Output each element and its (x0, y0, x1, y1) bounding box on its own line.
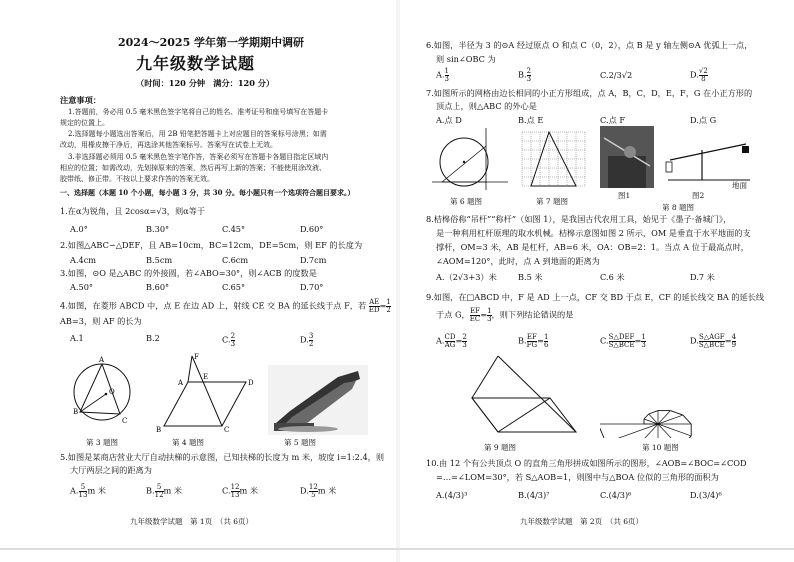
equals-sign: = (379, 300, 387, 311)
option-letter: D. (300, 334, 309, 345)
q4-option-d (300, 333, 313, 348)
question-4-cont: AB=3，则 AF 的长为 (60, 316, 142, 326)
figure-9-parallelogram (460, 352, 580, 438)
denominator: AG (444, 341, 456, 349)
spiral-edge (649, 411, 658, 414)
numerator: S△AGF (698, 333, 725, 341)
denominator: 3 (462, 341, 467, 349)
note-line: 规定的位置上。 (60, 119, 109, 127)
figure-8-caption: 第 8 题图 (662, 203, 695, 212)
q10-option-b: B.(4/3)⁷ (518, 490, 550, 500)
option-fraction (527, 334, 537, 349)
figure-8-photo (600, 126, 654, 188)
denominator: 3 (641, 341, 646, 349)
label-a: A (178, 379, 184, 387)
label-f: F (194, 353, 199, 361)
right-page (400, 0, 794, 562)
option-fraction (309, 484, 318, 499)
q5-option-b (146, 484, 182, 499)
option-unit: m 米 (239, 485, 259, 496)
ground-label: 地面 (732, 181, 747, 190)
note-line: 2.选择题每小题选出答案后，用 2B 铅笔把答题卡上对应题目的答案标号涂黑；如需 (68, 130, 327, 138)
question-10-cont: =…=∠LOM=30°，若 S△AOB=1，则图中与△BOA 位似的三角形的面积为 (436, 472, 719, 482)
numerator: EF (469, 307, 480, 315)
option-fraction (699, 334, 725, 349)
q2-option-b: B.5cm (146, 255, 173, 265)
option-letter: C. (222, 485, 231, 496)
figure-5-caption: 第 5 题图 (284, 438, 317, 447)
option-value: 2/3√2 (608, 70, 633, 80)
figure-7-caption: 第 7 题图 (536, 197, 569, 206)
spiral-spoke (629, 424, 659, 438)
q7-option-b: B.点 E (518, 115, 544, 125)
numerator: 1 (641, 333, 646, 341)
figure-5-escalator-photo (268, 365, 368, 435)
figure-7-grid (518, 126, 592, 192)
denominator: 12 (154, 491, 164, 499)
note-line: 相应的位置；如需改动，先划掉原来的答案，然后再写上新的答案；不能使用涂改液、 (60, 164, 326, 172)
question-7: 7.如图所示的网格由边长相同的小正方形组成，点 A，B，C，D，E，F，G 在小正方形的 (426, 88, 753, 98)
denominator: 3 (526, 75, 532, 83)
page-footer: 九年级数学试题 第 1页 （共 6页） (130, 517, 254, 526)
figure-4-caption: 第 4 题图 (172, 438, 205, 447)
q8-option-a: A.（2√3+3）米 (436, 272, 497, 282)
q6-option-a (436, 68, 449, 83)
figure-6-circle-axes (430, 126, 510, 192)
figure-6-caption: 第 6 题图 (450, 197, 483, 206)
denominator: 5 (311, 491, 316, 499)
option-letter: B. (518, 69, 527, 80)
q3-option-a: A.50° (70, 282, 94, 292)
option-letter: C. (222, 334, 231, 345)
q4-fraction-value (386, 299, 390, 314)
denominator: 6 (543, 341, 549, 349)
question-8-cont1: 是一种利用杠杆原理的取水机械。桔槔示意图如图 2 所示，OM 是垂直于水平地面的支 (436, 228, 751, 238)
note-line: 1.答题前，务必用 0.5 毫米黑色签字笔将自己的姓名、准考证号和座号填写在答题卡 (68, 108, 329, 116)
numerator: 2 (526, 67, 532, 75)
triangle-abc (531, 132, 576, 186)
denominator: 3 (487, 315, 492, 323)
denominator: 2 (386, 306, 391, 314)
numerator: 5 (155, 484, 164, 492)
q6-option-b (518, 68, 531, 83)
option-fraction (527, 68, 531, 83)
question-5: 5.如图是某商店营业大厅自动扶梯的示意图，已知扶梯的长度为 m 米，坡度 i=1:2.4，则 (60, 452, 385, 462)
option-fraction (445, 334, 456, 349)
figure-4-rhombus (150, 352, 255, 434)
option-letter: C. (600, 335, 609, 346)
note-line: 3.非选择题必须用 0.5 毫米黑色签字笔作答，答案必须写在答题卡各题目指定区域内 (68, 153, 329, 161)
spiral-edge (644, 414, 649, 419)
text: ，则下列结论错误的是 (491, 309, 574, 320)
q2-option-d: D.7cm (300, 255, 327, 265)
q2-option-c: C.6cm (222, 255, 249, 265)
denominator: 2 (308, 340, 314, 348)
figure-3-caption: 第 3 题图 (86, 438, 119, 447)
label-c: C (122, 417, 128, 425)
label-a: A (99, 356, 105, 364)
question-8: 8.桔槔俗称“吊杆”“称杆”（如图 1），是我国古代农用工具，始见于《墨子·备城门》， (426, 214, 732, 224)
question-9: 9.如图，在□ABCD 中，F 是 AD 上一点，CF 交 BD 于点 E，CF 的延长线交 BA 的延长线 (426, 292, 765, 302)
q10-option-d: D.(3/4)⁶ (690, 490, 722, 500)
option-fraction (155, 484, 164, 499)
q8-option-d: D.7 米 (690, 272, 715, 282)
q6-option-c (600, 70, 632, 80)
option-value (732, 334, 736, 349)
option-value (462, 334, 466, 349)
q3-option-d: D.70° (300, 282, 324, 292)
numerator: 4 (731, 333, 737, 341)
denominator: 8 (701, 75, 706, 83)
option-fraction (309, 333, 313, 348)
figure-8-diagram (662, 126, 754, 188)
option-fraction (609, 334, 635, 349)
figure-10-spiral (600, 352, 730, 438)
q1-option-d: D.60° (300, 224, 324, 234)
q3-option-b: B.60° (146, 282, 170, 292)
q5-option-d (300, 484, 336, 499)
q8-option-b: B.5 米 (518, 272, 543, 282)
note-line: 改动，用橡皮擦干净后，再选涂其他答案标号。答案写在试卷上无效。 (60, 141, 277, 149)
denominator: EC (469, 315, 481, 323)
spiral-spoke (658, 424, 691, 436)
question-1: 1.在α为锐角，且 2cosα=√3，则α等于 (60, 206, 206, 216)
spiral-edge (683, 415, 691, 424)
numerator: 2 (462, 333, 467, 341)
numerator: 2 (230, 332, 236, 340)
notes-heading: 注意事项： (60, 95, 101, 105)
option-fraction (699, 68, 708, 83)
q9-option-b: B. $\frac{EF}{FG}$ = $\frac{1}{6}$ (518, 333, 549, 349)
option-letter: B. (518, 335, 527, 346)
option-letter: D. (690, 335, 699, 346)
numerator: 1 (444, 67, 449, 75)
question-3: 3.如图，⊙O 是△ABC 的外接圆，若∠ABO=30°，则∠ACB 的度数是 (60, 268, 317, 278)
numerator: 12 (230, 483, 240, 491)
q4-text: 4.如图，在菱形 ABCD 中，点 E 在边 AD 上，射线 CE 交 BA 的延长线于点 F，若 (60, 300, 367, 311)
numerator: 12 (308, 483, 318, 491)
option-value (641, 334, 645, 349)
given-fraction (470, 308, 480, 323)
label-o: O (109, 388, 115, 396)
question-9-cont: 于点 G， $\frac{EF}{EC}$ = $\frac{1}{3}$ ，则下列结论错误的是 (436, 307, 574, 323)
figure-3-circle (66, 352, 136, 434)
numerator: 5 (79, 484, 88, 492)
spiral-edge (680, 436, 691, 438)
question-10: 10.由 12 个有公共顶点 O 的直角三角形拼成如图所示的图形，∠AOB=∠BOC=∠COD (426, 458, 747, 468)
note-line: 胶带纸、修正带。不按以上要求作答的答案无效。 (60, 175, 214, 183)
option-letter: D. (300, 485, 309, 496)
label-c: C (224, 426, 230, 434)
q4-option-c (222, 333, 235, 348)
q4-option-b: B.2 (146, 333, 160, 343)
option-fraction (231, 484, 240, 499)
figure-8-sub2-caption: 图2 (692, 191, 705, 200)
q5-option-c (222, 484, 258, 499)
q7-option-a: A.点 D (436, 115, 462, 125)
q1-option-b: B.30° (146, 224, 170, 234)
option-letter: C. (600, 70, 609, 80)
q5-option-a (70, 484, 106, 499)
numerator: 1 (487, 307, 492, 315)
q1-option-c: C.45° (222, 224, 246, 234)
denominator: 3 (230, 340, 236, 348)
option-unit: m 米 (163, 485, 183, 496)
option-value (544, 334, 548, 349)
question-6: 6.如图，半径为 3 的⊙A 经过原点 O 和点 C（0，2），点 B 是 y 轴左侧⊙A 优弧上一点， (426, 40, 753, 50)
option-letter: D. (690, 69, 699, 80)
numerator: AE (369, 298, 380, 306)
q8-option-c: C.6 米 (600, 272, 625, 282)
denominator: 9 (731, 341, 737, 349)
question-4 (60, 299, 391, 314)
label-e: E (203, 373, 209, 381)
question-8-cont2: 撑杆，OM=3 米，AB 是杠杆，AB=6 米，OA：OB=2：1。当点 A 位于最高点时， (436, 242, 749, 252)
q9-option-a: A. $\frac{CD}{AG}$ = $\frac{2}{3}$ (436, 333, 467, 349)
label-b: B (156, 426, 162, 434)
q10-option-a: A.(4/3)³ (436, 490, 468, 500)
denominator: FG (526, 341, 538, 349)
exam-time-score: （时间：120 分钟 满分：120 分） (136, 78, 275, 88)
q2-option-a: A.4cm (70, 255, 97, 265)
numerator: CD (444, 333, 456, 341)
q9-option-c: C. $\frac{\text{S△DEF}}{\text{S△BCE}}$ = $\frac{1}{3}$ (600, 333, 646, 349)
spiral-edge (670, 411, 683, 416)
page-footer: 九年级数学试题 第 2页 （共 6页） (520, 517, 644, 526)
question-5-cont: 大厅两层之间的距离为 (70, 465, 152, 475)
q6-option-d (690, 68, 708, 83)
option-unit: m 米 (317, 485, 337, 496)
numerator: S△DEF (608, 333, 635, 341)
numerator: 3 (308, 332, 314, 340)
denominator: 3 (444, 75, 449, 83)
spiral-edge (600, 424, 606, 438)
section-heading: 一、选择题（本题 10 个小题，每小题 3 分，共 30 分。每小题只有一个选项符合题目要求。） (60, 188, 355, 197)
option-letter: A. (436, 335, 445, 346)
question-6-cont: 则 sin∠OBC 为 (436, 54, 496, 64)
denominator: S△BCE (608, 341, 635, 349)
q10-option-c: C.(4/3)⁶ (600, 490, 632, 500)
denominator: 13 (78, 491, 88, 499)
question-7-cont: 顶点上，则△ABC 的外心是 (436, 101, 537, 111)
option-fraction (445, 68, 449, 83)
numerator: √2 (698, 67, 708, 75)
q1-option-a: A.0° (70, 224, 88, 234)
numerator: 1 (386, 298, 391, 306)
numerator: EF (526, 333, 537, 341)
figure-8-sub1-caption: 图1 (618, 191, 631, 200)
question-8-cont3: ∠AOM=120°，此时，点 A 到地面的距离为 (436, 256, 600, 266)
option-unit: m 米 (87, 485, 106, 496)
option-fraction (231, 333, 235, 348)
exam-title: 2024～2025 学年第一学期期中调研 (118, 36, 305, 49)
q7-option-d: D.点 G (690, 115, 717, 125)
numerator: 1 (543, 333, 549, 341)
denominator: 13 (230, 491, 240, 499)
label-b: B (73, 408, 79, 416)
option-letter: A. (436, 69, 445, 80)
q4-fraction (369, 299, 380, 314)
exam-subject-title: 九年级数学试题 (136, 54, 256, 73)
label-d: D (248, 379, 254, 387)
option-letter: A. (70, 485, 79, 496)
spiral-spoke (606, 424, 658, 438)
q3-option-c: C.65° (222, 282, 246, 292)
q9-option-d: D. $\frac{\text{S△AGF}}{\text{S△BCE}}$ = $\frac{4}{9}$ (690, 333, 737, 349)
q4-option-a: A.1 (70, 333, 84, 343)
denominator: ED (368, 306, 380, 314)
text: 于点 G， (436, 309, 470, 320)
option-letter: B. (146, 485, 155, 496)
figure-9-caption: 第 9 题图 (484, 443, 517, 452)
figure-10-caption: 第 10 题图 (642, 443, 679, 452)
denominator: S△BCE (698, 341, 725, 349)
question-2: 2.如图△ABC∽△DEF，且 AB=10cm，BC=12cm，DE=5cm，则 EF 的长度为 (60, 240, 363, 250)
q7-option-c: C.点 F (600, 115, 626, 125)
